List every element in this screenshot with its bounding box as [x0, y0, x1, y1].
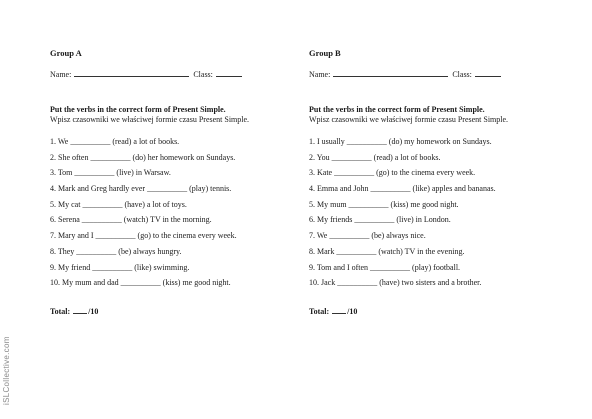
name-label: Name: [309, 70, 331, 79]
exercise-item: 6. My friends __________ (live) in London. [309, 215, 451, 225]
exercise-item: 3. Tom __________ (live) in Warsaw. [50, 168, 171, 178]
exercise-item: 5. My cat __________ (have) a lot of toys. [50, 199, 187, 209]
total-line [309, 306, 549, 317]
exercise-item: 8. Mark __________ (watch) TV in the evening. [309, 246, 465, 256]
group-b-column [309, 48, 549, 317]
exercise-item: 4. Mark and Greg hardly ever __________ (play) tennis. [50, 184, 232, 194]
total-label: Total: [309, 306, 330, 316]
total-blank[interactable] [73, 306, 87, 314]
name-label: Name: [50, 70, 72, 79]
group-title: Group A [50, 48, 82, 58]
exercise-item: 5. My mum __________ (kiss) me good night. [309, 199, 459, 209]
exercise-list [50, 137, 290, 294]
class-label: Class: [452, 70, 472, 79]
name-blank[interactable] [333, 69, 448, 77]
class-label: Class: [193, 70, 213, 79]
exercise-item: 9. My friend __________ (like) swimming. [50, 262, 190, 272]
group-a-column [50, 48, 290, 317]
exercise-item: 2. She often __________ (do) her homework on Sundays. [50, 152, 236, 162]
exercise-item: 10. Jack __________ (have) two sisters and a brother. [309, 278, 482, 288]
exercise-list [309, 137, 549, 294]
exercise-item: 9. Tom and I often __________ (play) football. [309, 262, 461, 272]
watermark: iSLCollective.com [2, 336, 11, 405]
total-suffix: /10 [347, 306, 358, 316]
total-blank[interactable] [332, 306, 346, 314]
instruction-english: Put the verbs in the correct form of Present Simple. [50, 105, 226, 114]
exercise-item: 6. Serena __________ (watch) TV in the morning. [50, 215, 212, 225]
name-blank[interactable] [74, 69, 189, 77]
exercise-item: 1. I usually __________ (do) my homework on Sundays. [309, 137, 492, 146]
class-blank[interactable] [216, 69, 242, 77]
name-class-line [50, 69, 290, 80]
name-class-line [309, 69, 549, 80]
exercise-item: 7. We __________ (be) always nice. [309, 231, 426, 241]
total-suffix: /10 [88, 306, 99, 316]
exercise-item: 7. Mary and I __________ (go) to the cinema every week. [50, 231, 237, 241]
class-blank[interactable] [475, 69, 501, 77]
instruction-english: Put the verbs in the correct form of Present Simple. [309, 105, 485, 114]
exercise-item: 3. Kate __________ (go) to the cinema every week. [309, 168, 476, 178]
exercise-item: 10. My mum and dad __________ (kiss) me good night. [50, 278, 231, 288]
exercise-item: 4. Emma and John __________ (like) apples and bananas. [309, 184, 496, 194]
total-label: Total: [50, 306, 71, 316]
exercise-item: 2. You __________ (read) a lot of books. [309, 152, 441, 162]
total-line [50, 306, 290, 317]
exercise-item: 1. We __________ (read) a lot of books. [50, 137, 180, 146]
instruction-polish: Wpisz czasowniki we właściwej formie czasu Present Simple. [50, 115, 250, 124]
group-title: Group B [309, 48, 341, 58]
exercise-item: 8. They __________ (be) always hungry. [50, 246, 182, 256]
instruction-polish: Wpisz czasowniki we właściwej formie czasu Present Simple. [309, 115, 509, 124]
